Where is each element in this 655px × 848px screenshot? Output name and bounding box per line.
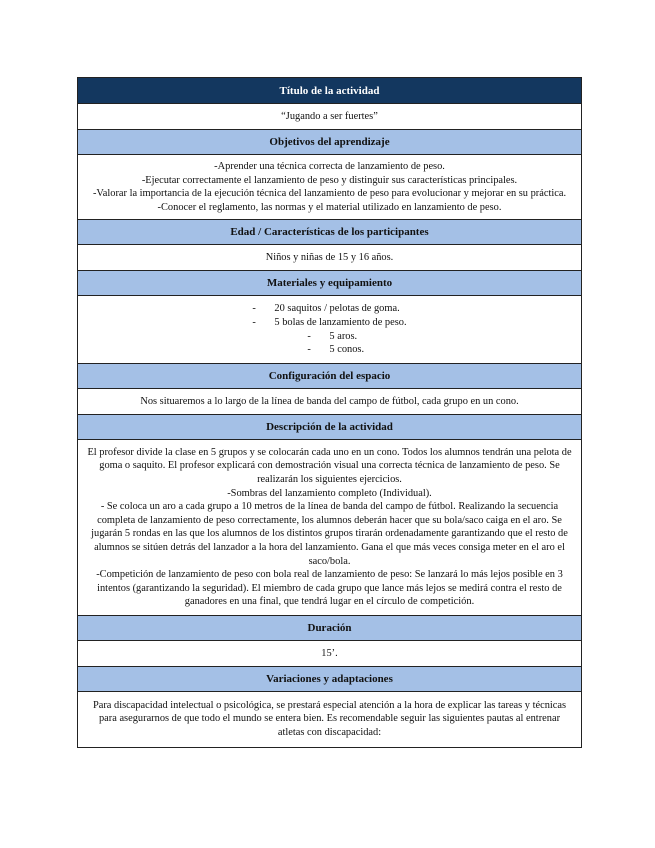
description-header: Descripción de la actividad	[78, 415, 581, 440]
description-cell	[78, 440, 581, 616]
materials-list	[252, 302, 406, 356]
objectives-header: Objetivos del aprendizaje	[78, 130, 581, 155]
material-item: - 5 conos.	[307, 344, 365, 356]
material-item: - 20 saquitos / pelotas de goma.	[252, 303, 400, 315]
material-item-text: 20 saquitos / pelotas de goma.	[274, 303, 400, 315]
description-paragraph: -Sombras del lanzamiento completo (Individual).	[227, 487, 432, 499]
activity-sheet	[77, 77, 582, 748]
description-paragraph: -Competición de lanzamiento de peso con bola real de lanzamiento de peso: Se lanzará lo más lejos posible en 3 intentos (garantizando la seguridad). El miembro de cada grupo que lance más lejos se medirá contra el resto de ganadores en una final, que tendrá lugar en el círculo de competición.	[96, 569, 563, 608]
materials-header: Materiales y equipamiento	[78, 271, 581, 296]
variations-value: Para discapacidad intelectual o psicológica, se prestará especial atención a la hora de explicar las tareas y técnicas para asegurarnos de que todo el mundo se entera bien. Es recomendable seguir las siguientes pautas al entrenar atletas con discapacidad:	[78, 692, 581, 748]
objective-line: -Ejecutar correctamente el lanzamiento de peso y distinguir sus características principales.	[141, 174, 518, 186]
description-paragraph: - Se coloca un aro a cada grupo a 10 metros de la línea de banda del campo de fútbol. Realizando la secuencia completa de lanzamiento de peso correctamente, los alumnos deberán hacer que su bola/saco caiga en el aro. Se jugarán 5 rondas en las que los alumnos de los distintos grupos tirarán ordenadamente garantizando que el resto de alumnos se sitúen detrás del lanzador a la hora del lanzamiento. Gana el que más veces consiga meter en el aro el saco/bola.	[91, 501, 568, 567]
variations-header: Variaciones y adaptaciones	[78, 667, 581, 692]
duration-header: Duración	[78, 616, 581, 641]
description-paragraph: El profesor divide la clase en 5 grupos y se colocarán cada uno en un cono. Todos los alumnos tendrán una pelota de goma o saquito. El profesor explicará con demostración visual una correcta técnica de lanzamiento de peso. Se realizarán los siguientes ejercicios.	[87, 446, 572, 485]
objectives-cell	[78, 155, 581, 220]
material-item-text: 5 aros.	[329, 330, 358, 342]
duration-value: 15’.	[78, 641, 581, 667]
activity-title-value: “Jugando a ser fuertes”	[78, 104, 581, 130]
material-item-text: 5 bolas de lanzamiento de peso.	[274, 316, 407, 328]
material-item-text: 5 conos.	[329, 344, 365, 356]
objective-line: -Conocer el reglamento, las normas y el material utilizado en lanzamiento de peso.	[157, 201, 502, 213]
participants-value: Niños y niñas de 15 y 16 años.	[78, 245, 581, 271]
material-item: - 5 aros.	[307, 330, 358, 342]
material-item: - 5 bolas de lanzamiento de peso.	[252, 316, 407, 328]
participants-header: Edad / Características de los participantes	[78, 220, 581, 245]
materials-cell	[78, 296, 581, 363]
space-value: Nos situaremos a lo largo de la línea de banda del campo de fútbol, cada grupo en un cono.	[78, 389, 581, 415]
objective-line: -Valorar la importancia de la ejecución técnica del lanzamiento de peso para evolucionar y mejorar en su práctica.	[92, 188, 567, 200]
space-header: Configuración del espacio	[78, 364, 581, 389]
objective-line: -Aprender una técnica correcta de lanzamiento de peso.	[214, 161, 445, 172]
activity-title-header: Título de la actividad	[78, 78, 581, 104]
